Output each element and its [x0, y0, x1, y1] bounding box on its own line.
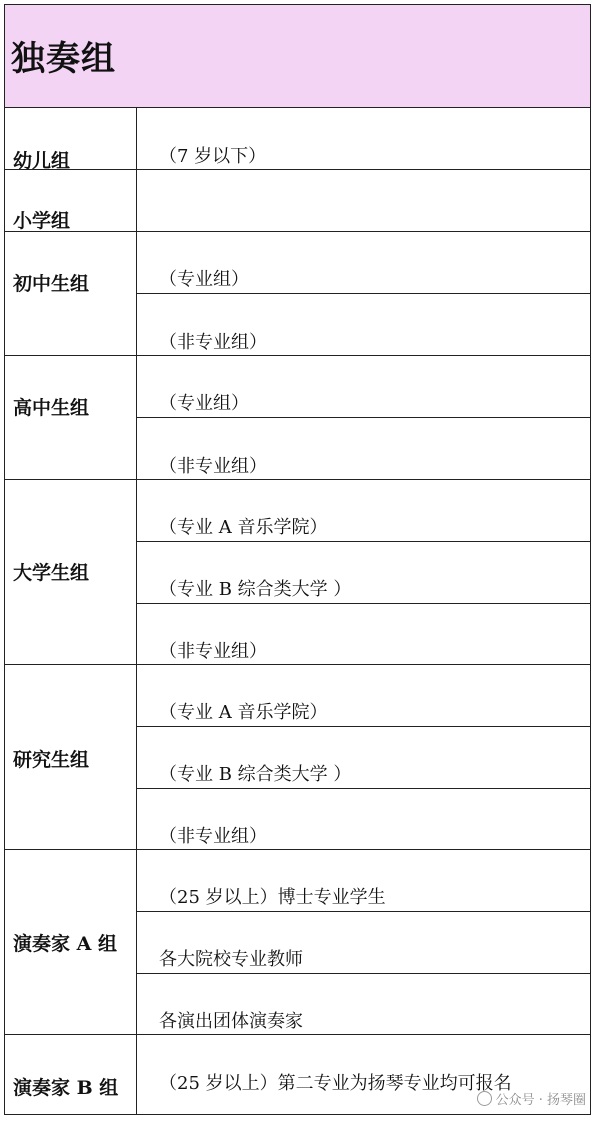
group-label: 高中生组 — [13, 397, 90, 419]
subgroup-cell — [137, 789, 590, 850]
group-row — [5, 170, 590, 232]
subgroup-text: 各演出团体演奏家 — [159, 1011, 303, 1032]
subgroup-text: （专业 A 音乐学院） — [159, 517, 328, 538]
subgroup-text: （专业组） — [159, 393, 249, 414]
subgroup-cell — [137, 604, 590, 665]
group-row — [5, 108, 590, 170]
group-label: 演奏家 B 组 — [13, 1077, 119, 1099]
group-row — [5, 665, 590, 850]
subgroup-cell — [137, 294, 590, 356]
group-label-cell — [5, 170, 137, 231]
subgroup-text: （非专业组） — [159, 641, 267, 662]
group-label: 初中生组 — [13, 273, 90, 295]
subgroup-cell — [137, 232, 590, 294]
subgroup-cell — [137, 974, 590, 1035]
group-label: 小学组 — [13, 210, 71, 232]
subgroup-cell — [137, 542, 590, 604]
group-row — [5, 850, 590, 1035]
subgroup-cell — [137, 1035, 590, 1097]
group-label-cell — [5, 1035, 137, 1115]
subgroup-text: （7 岁以下） — [159, 146, 267, 167]
subgroup-cell — [137, 108, 590, 170]
subgroup-text: （非专业组） — [159, 456, 267, 477]
subgroup-text: （25 岁以上）博士专业学生 — [159, 887, 386, 908]
subgroup-cell — [137, 912, 590, 974]
subgroup-text: （专业 B 综合类大学 ） — [159, 764, 352, 785]
subgroup-text: （非专业组） — [159, 332, 267, 353]
group-row — [5, 480, 590, 665]
group-row — [5, 232, 590, 356]
subgroup-cell — [137, 850, 590, 912]
subgroup-cell — [137, 170, 590, 232]
wechat-icon — [477, 1091, 492, 1106]
watermark — [477, 1089, 586, 1108]
watermark-text: 公众号 · 扬琴圈 — [495, 1093, 586, 1108]
subgroup-cell — [137, 356, 590, 418]
subgroup-text: （专业 A 音乐学院） — [159, 702, 328, 723]
competition-table — [4, 4, 591, 1115]
subgroup-text: 各大院校专业教师 — [159, 949, 303, 970]
subgroup-text: （非专业组） — [159, 826, 267, 847]
subgroup-text: （专业组） — [159, 269, 249, 290]
group-label-cell — [5, 480, 137, 664]
group-label-cell — [5, 108, 137, 172]
group-label-cell — [5, 232, 137, 355]
group-label-cell — [5, 850, 137, 1034]
group-row — [5, 356, 590, 480]
subgroup-text: （25 岁以上）第二专业为扬琴专业均可报名 — [159, 1073, 512, 1094]
group-label: 演奏家 A 组 — [13, 933, 117, 955]
subgroup-cell — [137, 480, 590, 542]
subgroup-cell — [137, 665, 590, 727]
subgroup-cell — [137, 727, 590, 789]
group-label: 幼儿组 — [13, 150, 71, 172]
title-bar — [5, 5, 590, 108]
group-label: 研究生组 — [13, 749, 90, 771]
group-label-cell — [5, 665, 137, 849]
table-title: 独奏组 — [11, 39, 116, 79]
group-label: 大学生组 — [13, 562, 90, 584]
group-label-cell — [5, 356, 137, 479]
subgroup-cell — [137, 418, 590, 480]
subgroup-text: （专业 B 综合类大学 ） — [159, 579, 352, 600]
